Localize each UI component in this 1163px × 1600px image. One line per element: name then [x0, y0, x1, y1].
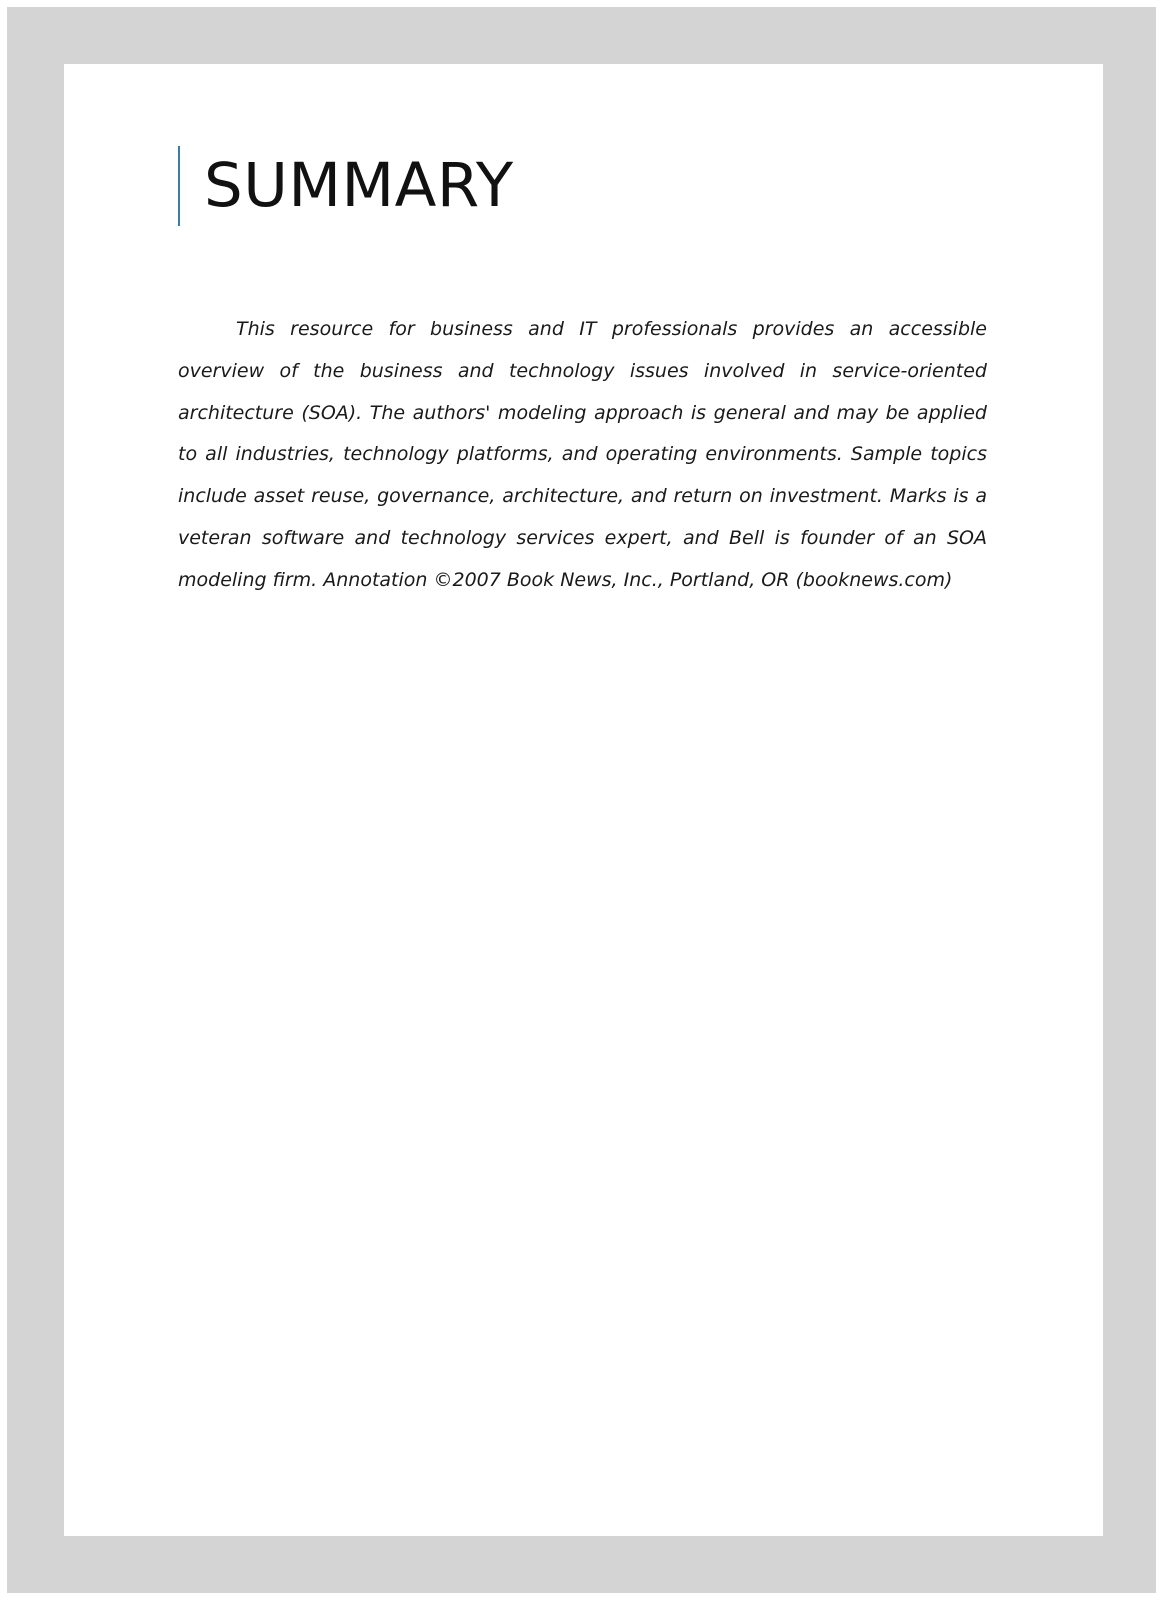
title-accent-bar: [178, 146, 180, 226]
document-page: [64, 64, 1103, 1536]
page-frame: [7, 7, 1156, 1593]
page-title: SUMMARY: [204, 150, 514, 221]
summary-paragraph: This resource for business and IT professionals provides an accessible overview of the business and technology issues involved in service-oriented architecture (SOA). The authors' modeling approach is general and may be applied to all industries, technology platforms, and operating environments. Sample topics include asset reuse, governance, architecture, and return on investment. Marks is a veteran software and technology services expert, and Bell is founder of an SOA modeling firm. Annotation ©2007 Book News, Inc., Portland, OR (booknews.com): [178, 318, 987, 591]
